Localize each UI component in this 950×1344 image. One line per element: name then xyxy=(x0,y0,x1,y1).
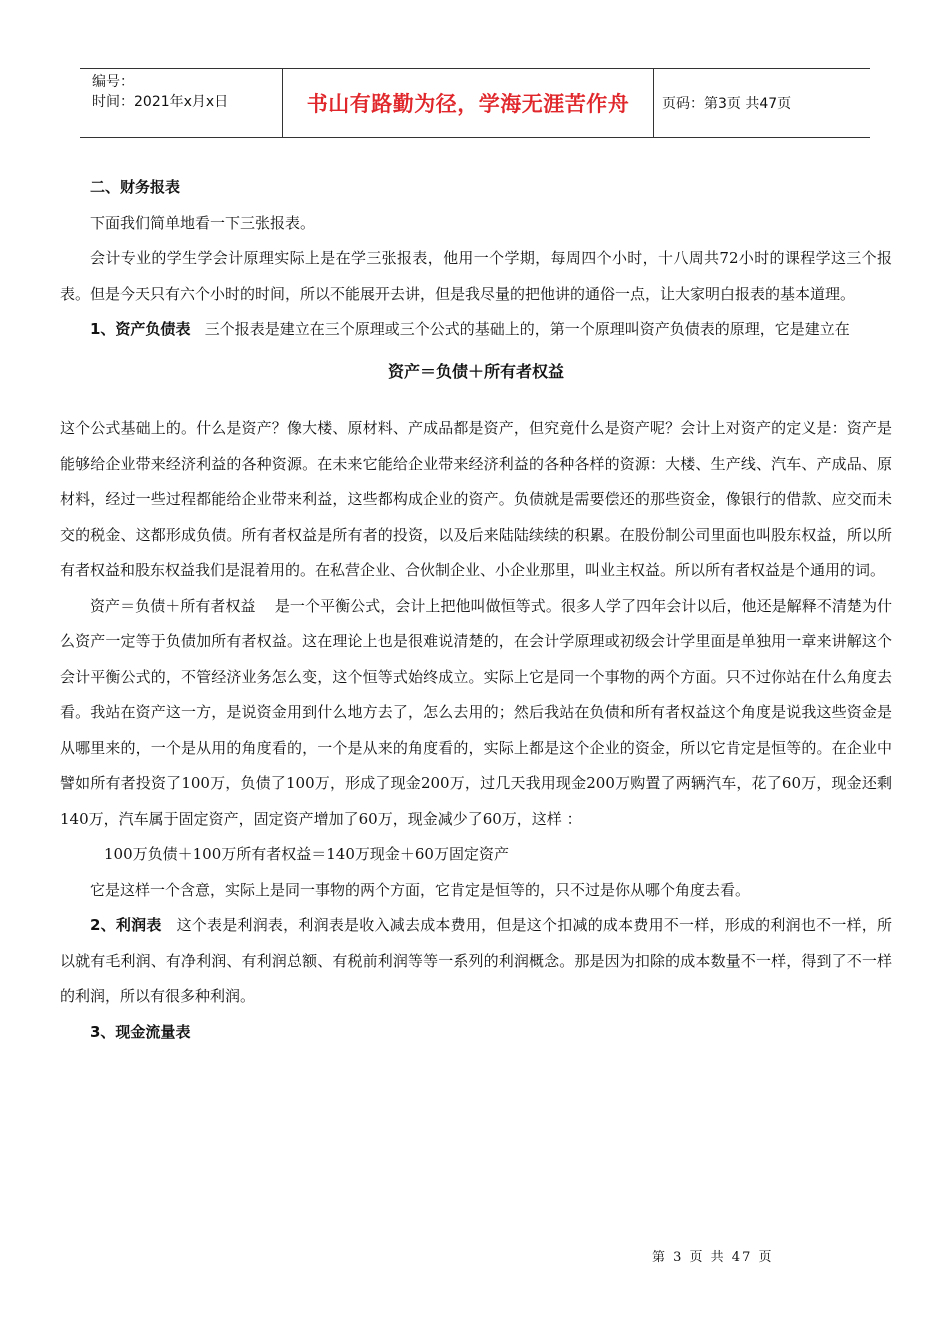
header-page-cell xyxy=(654,69,870,137)
date-line: 时间：2021年x月x日 xyxy=(92,94,229,110)
motto: 书山有路勤为径，学海无涯苦作舟 xyxy=(306,92,630,116)
subsection-title-income-statement: 2、利润表 xyxy=(90,916,162,934)
example-equation: 100万负债＋100万所有者权益＝140万现金＋60万固定资产 xyxy=(104,845,509,863)
subsection-text-income-statement: 这个表是利润表，利润表是收入减去成本费用，但是这个扣减的成本费用不一样，形成的利润也不一样，所以就有毛利润、有净利润、有利润总额、有税前利润等等一系列的利润概念。那是因为扣除的成本数量不一样，得到了不一样的利润，所以有很多种利润。 xyxy=(60,916,893,1005)
paragraph-balance-equation: 资产＝负债＋所有者权益 是一个平衡公式，会计上把他叫做恒等式。很多人学了四年会计以后，他还是解释不清楚为什么资产一定等于负债加所有者权益。这在理论上也是很难说清楚的，在会计学原理或初级会计学里面是单独用一章来讲解这个会计平衡公式的，不管经济业务怎么变，这个恒等式始终成立。实际上它是同一个事物的两个方面。只不过你站在什么角度去看。我站在资产这一方，是说资金用到什么地方去了，怎么去用的；然后我站在负债和所有者权益这个角度是说我这些资金是从哪里来的，一个是从用的角度看的，一个是从来的角度看的，实际上都是这个企业的资金，所以它肯定是恒等的。在企业中譬如所有者投资了100万，负债了100万，形成了现金200万，过几天我用现金200万购置了两辆汽车，花了60万，现金还剩140万，汽车属于固定资产，固定资产增加了60万，现金减少了60万，这样 ： xyxy=(60,596,892,828)
document-body xyxy=(60,170,892,1050)
subsection-title-balance-sheet: 1、资产负债表 xyxy=(90,320,191,338)
paragraph-income-statement xyxy=(60,908,892,1015)
header-motto-cell xyxy=(282,69,654,137)
accounting-equation: 资产＝负债＋所有者权益 xyxy=(387,361,564,381)
header-meta xyxy=(80,69,282,137)
paragraph-same-thing: 它是这样一个含意，实际上是同一事物的两个方面，它肯定是恒等的，只不过是你从哪个角度去看。 xyxy=(90,880,751,899)
section-title: 二、财务报表 xyxy=(90,178,181,196)
paragraph-balance-sheet xyxy=(60,312,892,348)
serial-label: 编号： xyxy=(92,74,134,90)
paragraph-assets: 这个公式基础上的。什么是资产？像大楼、原材料、产成品都是资产，但究竟什么是资产呢？会计上对资产的定义是：资产是能够给企业带来经济利益的各种资源。在未来它能给企业带来经济利益的各种各样的资源：大楼、生产线、汽车、产成品、原材料，经过一些过程都能给企业带来利益，这些都构成企业的资产。负债就是需要偿还的那些资金，像银行的借款、应交而未交的税金、这都形成负债。所有者权益是所有者的投资，以及后来陆陆续续的积累。在股份制公司里面也叫股东权益，所以所有者权益和股东权益我们是混着用的。在私营企业、合伙制企业、小企业那里，叫业主权益。所以所有者权益是个通用的词。 xyxy=(60,419,892,579)
page-header xyxy=(80,68,870,138)
paragraph-intro: 下面我们简单地看一下三张报表。 xyxy=(90,213,316,232)
subsection-text-balance-sheet: 三个报表是建立在三个原理或三个公式的基础上的，第一个原理叫资产负债表的原理，它是建立在 xyxy=(190,320,850,338)
subsection-title-cash-flow: 3、现金流量表 xyxy=(90,1022,191,1041)
page-footer: 第 3 页 共 47 页 xyxy=(652,1250,774,1265)
paragraph-course: 会计专业的学生学会计原理实际上是在学三张报表，他用一个学期，每周四个小时，十八周共72小时的课程学这三个报表。但是今天只有六个小时的时间，所以不能展开去讲，但是我尽量的把他讲的通俗一点，让大家明白报表的基本道理。 xyxy=(60,249,892,303)
page-label: 页码：第3页 共47页 xyxy=(662,96,792,112)
